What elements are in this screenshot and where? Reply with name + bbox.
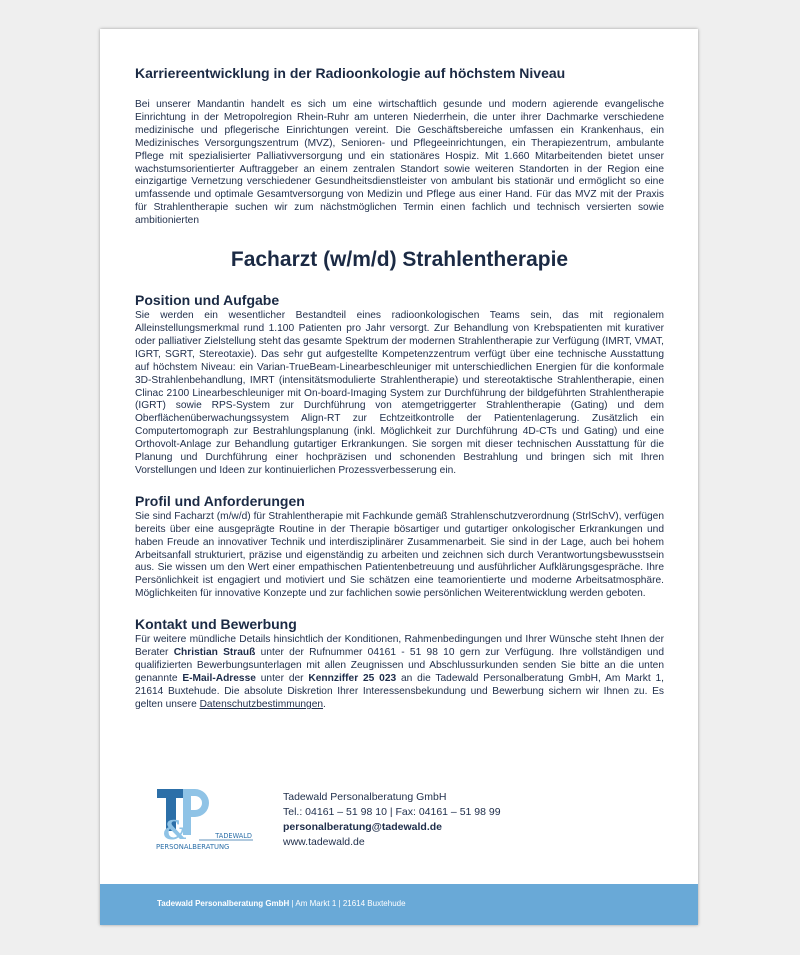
section-text: Sie werden ein wesentlicher Bestandteil eines radioonkologischen Teams sein, das mit regionalem Alleinstellungsmerkmal rund 1.100 Patienten pro Jahr versorgt. Zur Behandlung von Krebspatienten mit kurativer oder palliativer Zielstellung steht das gesamte Spektrum der modernen Strahlentherapie zur Verfügung (IMRT, VMAT, IGRT, SGRT, Stereotaxie). Das sehr gut aufgestellte Kompetenzzentrum verfügt über eine technische Ausstattung auf höchstem Niveau: ein Varian-TrueBeam-Linearbeschleuniger mit unterschiedlichen Energien für die konformale 3D-Strahlenbehandlung, IMRT (intensitätsmodulierte Strahlentherapie) und stereotaktische Strahlentherapie, einen Clinac 2100 Linearbeschleuniger mit On-board-Imaging System zur Durchführung der bildgeführten Strahlentherapie (IGRT) sowie RPS-System zur Durchführung von atemgetriggerter Strahlentherapie (Gating) und dem Oberflächenüberwachungssystem Align-RT zur Echtzeitkontrolle der Patientenlagerung. Zusätzlich ein Computertomograph zur Bestrahlungsplanung (inkl. Möglichkeit zur Durchführung 4D-CTs und Gating) und eine Orthovolt-Anlage zur Behandlung gutartiger Erkrankungen. Sie sorgen mit dieser technischen Ausstattung für die Planung und Durchführung einer hochpräzisen und schonenden Bestrahlung und bringen sich mit Ihren Vorstellungen und Ideen zur kontinuierlichen Prozessverbesserung ein.	[135, 310, 664, 476]
section-heading: Profil und Anforderungen	[135, 492, 305, 509]
contact-website[interactable]: www.tadewald.de	[283, 836, 365, 848]
text-run: .	[323, 698, 326, 710]
footer-company: Tadewald Personalberatung GmbH	[157, 899, 290, 908]
document-page	[100, 29, 698, 925]
text-run: unter der	[255, 672, 309, 684]
contact-phone-fax: Tel.: 04161 – 51 98 10 | Fax: 04161 – 51 98 99	[283, 806, 501, 818]
email-label: E-Mail-Adresse	[182, 672, 256, 684]
contact-block	[155, 787, 655, 857]
section-kontakt	[135, 616, 664, 711]
section-profil	[135, 493, 664, 601]
reference-code: Kennziffer 25 023	[308, 672, 397, 684]
text-run: unter der Rufnummer 04161 - 51 98 10 gern zur Verfügung. Ihre vollständigen und qualifizierten Bewerbungsunterlagen mit allen Zeugnissen und Abschlussurkunden senden Sie bitte an die unten genannte	[135, 647, 664, 684]
section-position	[135, 292, 664, 478]
contact-info	[283, 790, 501, 850]
footer-text	[157, 899, 406, 908]
page-title: Karriereentwicklung in der Radioonkologie auf höchstem Niveau	[135, 65, 566, 81]
privacy-link[interactable]: Datenschutzbestimmungen	[199, 698, 324, 710]
job-title: Facharzt (w/m/d) Strahlentherapie	[230, 248, 569, 272]
contact-email[interactable]: personalberatung@tadewald.de	[283, 821, 443, 833]
text-run: an die Tadewald Personalberatung GmbH, Am Markt 1, 21614 Buxtehude. Die absolute Diskretion Ihrer Interessensbekundung und Bewerbung sichern wir Ihnen zu. Es gelten unsere	[135, 672, 664, 710]
contact-company: Tadewald Personalberatung GmbH	[283, 791, 447, 803]
section-heading: Position und Aufgabe	[135, 292, 280, 309]
logo-brand-line2: PERSONALBERATUNG	[156, 843, 230, 851]
logo-brand-line1: TADEWALD	[215, 832, 252, 840]
section-text	[135, 634, 664, 711]
section-heading: Kontakt und Bewerbung	[135, 616, 297, 633]
footer-bar	[100, 884, 698, 925]
text-run: Für weitere mündliche Details hinsichtlich der Konditionen, Rahmenbedingungen und Ihrer Wünsche steht Ihnen der Berater	[135, 634, 664, 659]
advisor-name: Christian Strauß	[173, 647, 256, 659]
logo-ampersand: &	[163, 816, 187, 846]
tadewald-logo	[155, 787, 255, 853]
logo-p	[183, 789, 209, 835]
intro-paragraph: Bei unserer Mandantin handelt es sich um eine wirtschaftlich gesunde und modern agierende evangelische Einrichtung in der Metropolregion Rhein-Ruhr am unteren Niederrhein, die unter ihrer Dachmarke verschiedene medizinische und pflegerische Einrichtungen vereint. Die Geschäftsbereiche umfassen ein Krankenhaus, ein Medizinisches Versorgungszentrum (MVZ), Senioren- und Pflegeeinrichtungen, ein Therapiezentrum, ambulante Pflege mit spezialisierter Palliativversorgung und ein stationäres Hospiz. Mit 1.660 Mitarbeitenden bietet unser wachstumsorientierter Auftraggeber an einem zentralen Standort sowie weiteren Standorten in der Region eine einzigartige Vernetzung verschiedener Gesundheitsdienstleister von ambulant bis stationär und ermöglicht so eine umfassende und optimale Gesamtversorgung von Medizin und Pflege aus einer Hand. Für das MVZ mit der Praxis für Strahlentherapie suchen wir zum nächstmöglichen Termin einen fachlich und technisch versierten sowie ambitionierten	[135, 99, 664, 227]
footer-address: | Am Markt 1 | 21614 Buxtehude	[289, 899, 406, 908]
document-content	[135, 65, 664, 727]
section-text: Sie sind Facharzt (m/w/d) für Strahlentherapie mit Fachkunde gemäß Strahlenschutzverordnung (StrlSchV), verfügen bereits über eine ausgeprägte Routine in der Therapie bösartiger und gutartiger onkologischer Erkrankungen und haben Freude an innovativer Technik und interdisziplinärer Zusammenarbeit. Sie sind in der Lage, auch bei hohem Arbeitsanfall strukturiert, präzise und eigenständig zu arbeiten und zeichnen sich durch Verantwortungsbewusstsein aus. Sie wissen um den Wert einer empathischen Patientenbetreuung und ausführlicher Aufklärungsgespräche. Ihre Persönlichkeit ist engagiert und motiviert und Sie schätzen eine teamorientierte und moderne Arbeitsatmosphäre. Möglichkeiten für innovative Konzepte und zur fachlichen sowie persönlichen Weiterentwicklung werden geboten.	[135, 510, 664, 600]
